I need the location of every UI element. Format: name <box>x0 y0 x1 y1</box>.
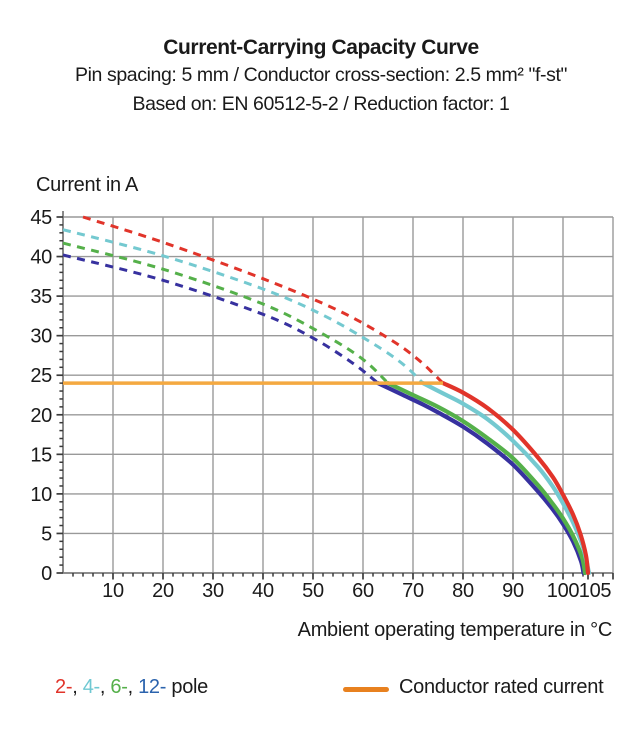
x-tick-label: 100 <box>546 580 580 602</box>
x-tick-label: 40 <box>252 580 274 602</box>
y-tick-label: 30 <box>30 325 52 348</box>
chart-subtitle-basis: Based on: EN 60512-5-2 / Reduction factor: 1 <box>132 93 510 115</box>
y-tick-label: 25 <box>30 365 52 388</box>
y-tick-label: 40 <box>30 246 52 269</box>
x-axis-title: Ambient operating temperature in °C <box>297 619 612 641</box>
legend-separator: , <box>127 676 139 698</box>
legend-separator: , <box>72 676 83 698</box>
y-tick-label: 20 <box>30 404 52 427</box>
x-tick-label: 10 <box>102 580 124 602</box>
x-tick-label: 50 <box>302 580 324 602</box>
x-tick-label: 80 <box>452 580 474 602</box>
series-4-pole-dashed <box>63 230 423 383</box>
x-tick-label: 30 <box>202 580 224 602</box>
y-tick-label: 5 <box>41 523 52 546</box>
chart-title: Current-Carrying Capacity Curve <box>163 36 479 59</box>
chart-subtitle-spec: Pin spacing: 5 mm / Conductor cross-section: 2.5 mm² "f-st" <box>75 64 567 86</box>
x-tick-label: 60 <box>352 580 374 602</box>
rated-current-line-swatch <box>343 687 389 692</box>
x-tick-label: 70 <box>402 580 424 602</box>
y-tick-label: 45 <box>30 207 52 229</box>
y-tick-label: 10 <box>30 483 52 506</box>
y-tick-label: 15 <box>30 444 52 467</box>
legend-pole-12: 12- <box>138 676 167 698</box>
legend-pole-suffix: pole <box>166 676 208 698</box>
legend-poles <box>55 676 208 699</box>
x-tick-label: 105 <box>578 580 612 602</box>
series-2-pole-solid <box>443 383 588 573</box>
legend-pole-2: 2- <box>55 676 73 698</box>
legend-pole-6: 6- <box>110 676 128 698</box>
legend-pole-4: 4- <box>82 676 100 698</box>
y-tick-label: 35 <box>30 286 52 309</box>
y-axis-title: Current in A <box>36 174 139 196</box>
x-tick-label: 90 <box>502 580 524 602</box>
y-tick-label: 0 <box>41 563 52 585</box>
x-tick-label: 20 <box>152 580 174 602</box>
legend-rated-label: Conductor rated current <box>399 676 604 698</box>
legend-separator: , <box>99 676 111 698</box>
